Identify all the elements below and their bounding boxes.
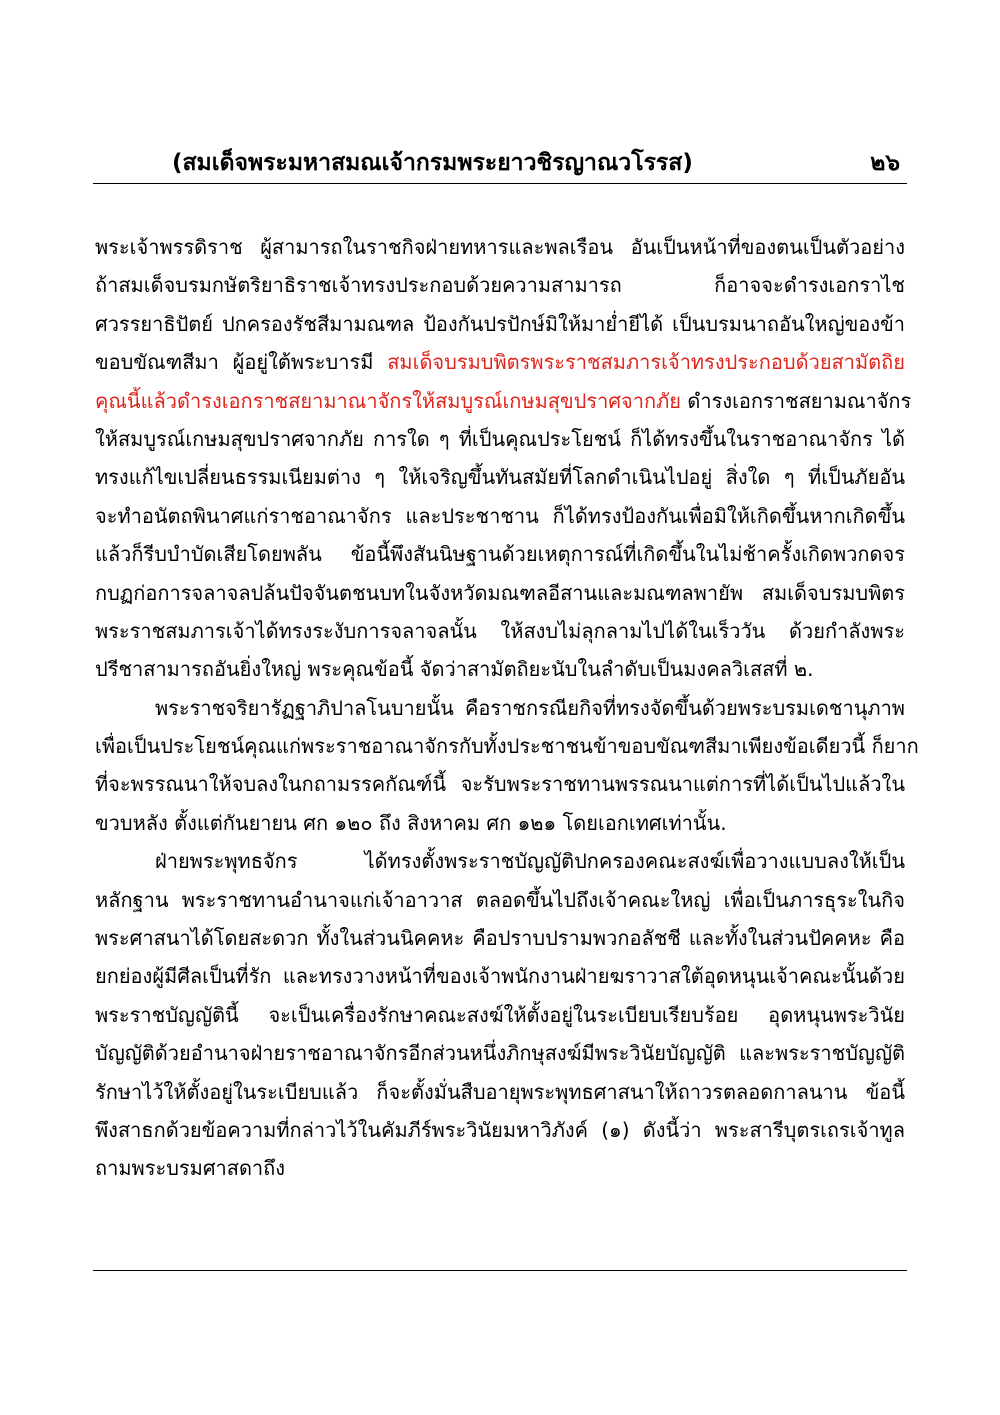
body-text-span: พึงสาธกด้วยข้อความที่กล่าวไว้ในคัมภีร์พระวินัยมหาวิภังค์ (๑) ดังนี้ว่า พระสารีบุตรเถรเจ้าทูล bbox=[95, 1117, 905, 1142]
body-text-span: พระศาสนาได้โดยสะดวก ทั้งในส่วนนิคคหะ คือปราบปรามพวกอลัชชี และทั้งในส่วนปัคคหะ คือ bbox=[95, 926, 905, 951]
body-line bbox=[95, 612, 905, 650]
body-line bbox=[95, 228, 905, 266]
body-line bbox=[95, 650, 905, 688]
body-text-span: ที่จะพรรณนาให้จบลงในกถามรรคกัณฑ์นี้ จะรับพระราชทานพรรณนาแต่การที่ได้เป็นไปแล้วใน bbox=[95, 772, 905, 797]
body-text-span: ทรงแก้ไขเปลี่ยนธรรมเนียมต่าง ๆ ให้เจริญขึ้นทันสมัยที่โลกดำเนินไปอยู่ สิ่งใด ๆ ที่เป็นภัยอัน bbox=[95, 465, 905, 490]
body-text-span: จะทำอนัตถพินาศแก่ราชอาณาจักร และประชาชาน ก็ได้ทรงป้องกันเพื่อมิให้เกิดขึ้นหากเกิดขึ้น bbox=[95, 503, 905, 528]
body-line bbox=[95, 497, 905, 535]
body-text-span: รักษาไว้ให้ตั้งอยู่ในระเบียบแล้ว ก็จะตั้งมั่นสืบอายุพระพุทธศาสนาให้ถาวรตลอดกาลนาน ข้อนี้ bbox=[95, 1079, 905, 1104]
body-line bbox=[95, 343, 905, 381]
body-line bbox=[95, 842, 905, 880]
body-line bbox=[95, 1073, 905, 1111]
body-text-span: กบฏก่อการจลาจลปล้นปัจจันตชนบทในจังหวัดมณฑลอีสานและมณฑลพายัพ สมเด็จบรมบพิตร bbox=[95, 580, 905, 605]
body-text bbox=[95, 228, 919, 1188]
header-rule bbox=[93, 183, 907, 184]
body-line bbox=[95, 266, 905, 304]
body-line bbox=[95, 996, 905, 1034]
body-text-span: พระราชบัญญัตินี้ จะเป็นเครื่องรักษาคณะสงฆ์ให้ตั้งอยู่ในระเบียบเรียบร้อย อุดหนุนพระวินัย bbox=[95, 1002, 905, 1027]
page-number: ๒๖ bbox=[870, 150, 900, 176]
body-text-span: ถ้าสมเด็จบรมกษัตริยาธิราชเจ้าทรงประกอบด้วยความสามารถ ก็อาจจะดำรงเอกราไช bbox=[95, 273, 905, 298]
body-line bbox=[95, 727, 919, 765]
body-line bbox=[95, 804, 905, 842]
body-text-span: พระราชจริยารัฏฐาภิปาลโนบายนั้น คือราชกรณียกิจที่ทรงจัดขึ้นด้วยพระบรมเดชานุภาพ bbox=[155, 695, 905, 720]
body-text-span: บัญญัติด้วยอำนาจฝ่ายราชอาณาจักรอีกส่วนหนึ่งภิกษุสงฆ์มีพระวินัยบัญญัติ และพระราชบัญญัติ bbox=[95, 1041, 905, 1066]
body-line bbox=[95, 574, 905, 612]
body-text-span: หลักฐาน พระราชทานอำนาจแก่เจ้าอาวาส ตลอดขึ้นไปถึงเจ้าคณะใหญ่ เพื่อเป็นภารธุระในกิจ bbox=[95, 887, 905, 912]
body-line bbox=[95, 420, 905, 458]
body-text-span: ดำรงเอกราชสยามณาจักร bbox=[681, 388, 912, 413]
highlighted-text: คุณนี้แล้วดำรงเอกราชสยามาณาจักรให้สมบูรณ์เกษมสุขปราศจากภัย bbox=[95, 388, 681, 413]
body-line bbox=[95, 1111, 905, 1149]
body-line bbox=[95, 881, 905, 919]
body-text-span: พระเจ้าพรรดิราช ผู้สามารถในราชกิจฝ่ายทหารและพลเรือน อันเป็นหน้าที่ของตนเป็นตัวอย่าง bbox=[95, 235, 905, 259]
body-line bbox=[95, 1149, 905, 1187]
body-text-span: แล้วก็รีบบำบัดเสียโดยพลัน ข้อนี้พึงสันนิษฐานด้วยเหตุการณ์ที่เกิดขึ้นในไม่ช้าครั้งเกิดพวกดจร bbox=[95, 542, 905, 567]
body-line bbox=[95, 957, 905, 995]
body-line bbox=[95, 535, 905, 573]
body-text-span: ขอบขัณฑสีมา ผู้อยู่ใต้พระบารมี bbox=[95, 350, 388, 375]
body-text-span: พระราชสมภารเจ้าได้ทรงระงับการจลาจลนั้น ให้สงบไม่ลุกลามไปได้ในเร็ววัน ด้วยกำลังพระ bbox=[95, 618, 905, 643]
body-text-span: ปรีชาสามารถอันยิ่งใหญ่ พระคุณข้อนี้ จัดว่าสามัตถิยะนับในลำดับเป็นมงคลวิเสสที่ ๒. bbox=[95, 657, 814, 682]
body-text-span: ศวรรยาธิปัตย์ ปกครองรัชสีมามณฑล ป้องกันปรปักษ์มิให้มาย่ำยีได้ เป็นบรมนาถอันใหญ่ของข้า bbox=[95, 311, 905, 336]
page-title: (สมเด็จพระมหาสมณเจ้ากรมพระยาวชิรญาณวโรรส) bbox=[172, 150, 693, 176]
body-text-span: ยกย่องผู้มีศีลเป็นที่รัก และทรงวางหน้าที่ของเจ้าพนักงานฝ่ายฆราวาสใต้อุดหนุนเจ้าคณะนั้นด้วย bbox=[95, 964, 905, 989]
body-text-span: ให้สมบูรณ์เกษมสุขปราศจากภัย การใด ๆ ที่เป็นคุณประโยชน์ ก็ได้ทรงขึ้นในราชอาณาจักร ได้ bbox=[95, 426, 905, 451]
body-line bbox=[95, 1034, 905, 1072]
body-line bbox=[95, 458, 905, 496]
body-text-span: เพื่อเป็นประโยชน์คุณแก่พระราชอาณาจักรกับทั้งประชาชนข้าขอบขัณฑสีมาเพียงข้อเดียวนี้ ก็ยาก bbox=[95, 734, 919, 759]
body-text-span: ขวบหลัง ตั้งแต่กันยายน ศก ๑๒๐ ถึง สิงหาคม ศก ๑๒๑ โดยเอกเทศเท่านั้น. bbox=[95, 810, 727, 835]
body-line bbox=[95, 689, 905, 727]
footer-rule bbox=[93, 1270, 907, 1271]
body-line bbox=[95, 382, 912, 420]
body-line bbox=[95, 919, 905, 957]
body-text-span: ฝ่ายพระพุทธจักร ได้ทรงตั้งพระราชบัญญัติปกครองคณะสงฆ์เพื่อวางแบบลงให้เป็น bbox=[155, 849, 905, 874]
body-text-span: ถามพระบรมศาสดาถึง bbox=[95, 1156, 286, 1181]
highlighted-text: สมเด็จบรมบพิตรพระราชสมภารเจ้าทรงประกอบด้วยสามัตถิย bbox=[387, 350, 905, 375]
body-line bbox=[95, 765, 905, 803]
body-line bbox=[95, 305, 905, 343]
